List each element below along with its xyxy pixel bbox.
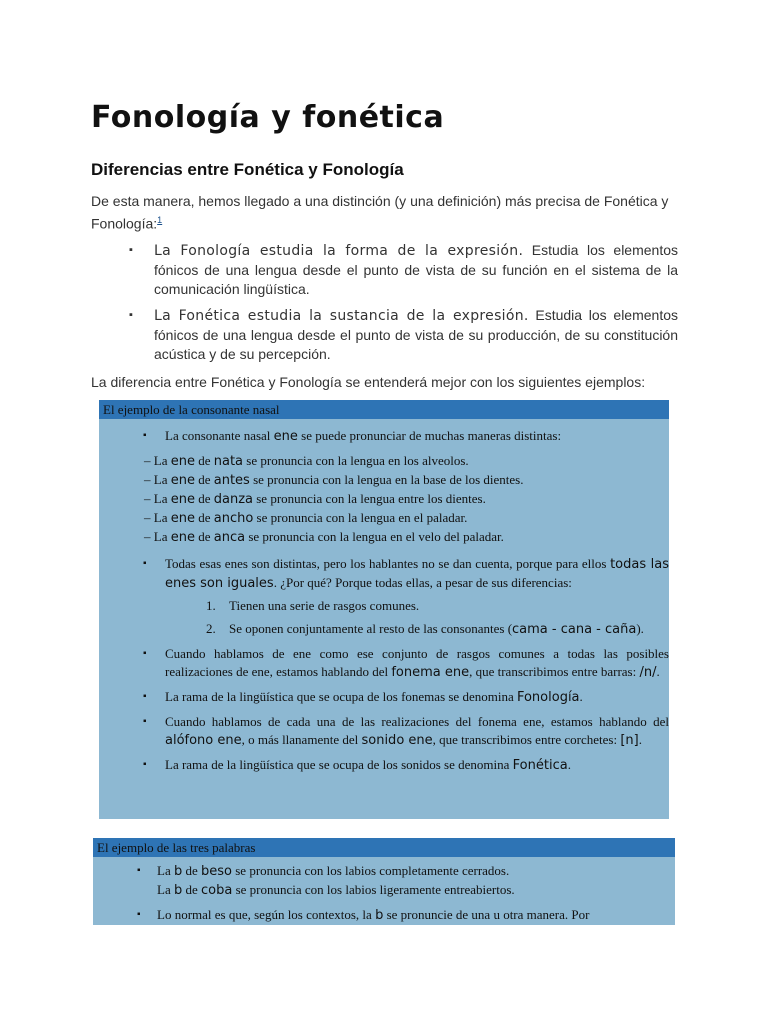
text-run: – La	[144, 491, 171, 506]
example-word: sonido ene	[361, 733, 433, 748]
list-item	[91, 241, 678, 299]
text-run: Se oponen conjuntamente al resto de las consonantes (	[229, 621, 513, 636]
example-word: ene	[273, 429, 298, 444]
text-run: de	[194, 491, 214, 506]
text-run: – La	[144, 510, 171, 525]
definition-lead: La Fonología estudia la forma de la expresión.	[154, 243, 524, 259]
text-run: Cuando hablamos de cada una de las realizaciones del fonema ene, estamos hablando del	[165, 714, 669, 729]
example-word: coba	[201, 883, 233, 898]
text-run: .	[567, 757, 571, 772]
text-run: , que transcribimos entre barras:	[469, 664, 640, 679]
example-word: ene	[170, 492, 195, 507]
text-run: se pronuncia con la lengua en el paladar.	[253, 510, 468, 525]
list-item	[99, 620, 669, 639]
three-words-example-box	[93, 838, 675, 925]
list-item	[93, 906, 675, 925]
box-list	[99, 645, 669, 775]
example-word: [n]	[620, 733, 639, 748]
text-run: de	[194, 453, 214, 468]
text-run: se pronuncia con la lengua en la base de los dientes.	[249, 472, 524, 487]
example-word: ancho	[213, 511, 254, 526]
text-run: , o más llanamente del	[241, 732, 362, 747]
list-item	[99, 509, 669, 528]
list-item	[99, 597, 669, 615]
example-word: /n/	[639, 665, 657, 680]
text-run: se pronuncia con la lengua en los alveolos.	[243, 453, 469, 468]
example-word: todas las enes son iguales	[165, 557, 669, 591]
definition-rest: Estudia los elementos fónicos de una lengua desde el punto de vista de su producción, de su constitución acústica y de su percepción.	[154, 307, 678, 362]
box-heading: El ejemplo de las tres palabras	[93, 838, 675, 857]
intro-text: De esta manera, hemos llegado a una distinción (y una definición) más precisa de Fonética y Fonología:	[91, 193, 669, 232]
list-item	[91, 306, 678, 364]
section-heading: Diferencias entre Fonética y Fonología	[91, 160, 404, 179]
text-run: La rama de la lingüística que se ocupa de los fonemas se denomina	[165, 689, 517, 704]
example-word: ene	[170, 454, 195, 469]
numbered-list	[99, 597, 669, 639]
example-word: nata	[213, 454, 244, 469]
text-run: .	[638, 732, 642, 747]
box-list	[93, 862, 675, 925]
example-word: b	[173, 883, 183, 898]
item-number: 1.	[206, 598, 216, 613]
list-item	[99, 555, 669, 593]
text-run: se puede pronunciar de muchas maneras distintas:	[297, 428, 562, 443]
list-item	[99, 471, 669, 490]
example-word: danza	[213, 492, 253, 507]
text-run: La rama de la lingüística que se ocupa de los sonidos se denomina	[165, 757, 513, 772]
example-word: ene	[170, 511, 195, 526]
dash-list	[99, 452, 669, 547]
example-word: Fonética	[512, 758, 568, 773]
footnote-link[interactable]: 1	[157, 215, 163, 225]
example-word: Fonología	[516, 690, 580, 705]
example-word: fonema ene	[391, 665, 470, 680]
box-list	[99, 555, 669, 593]
nasal-example-box	[99, 400, 669, 819]
text-run: La	[157, 863, 174, 878]
example-word: ene	[170, 473, 195, 488]
definition-rest: Estudia los elementos fónicos de una lengua desde el punto de vista de su función en el sistema de la comunicación lingüística.	[154, 242, 679, 297]
text-run: Todas esas enes son distintas, pero los hablantes no se dan cuenta, porque para ellos	[165, 556, 611, 571]
list-item	[99, 645, 669, 682]
list-item	[99, 427, 661, 446]
list-item	[99, 528, 669, 547]
example-word: beso	[201, 864, 232, 879]
text-run: se pronuncia con la lengua en el velo del paladar.	[245, 529, 504, 544]
text-run: ).	[636, 621, 644, 636]
text-run: de	[194, 529, 214, 544]
text-run: Cuando hablamos de ene como ese conjunto de rasgos comunes a todas las posibles realizaciones de ene, estamos hablando del	[165, 646, 669, 679]
text-run: Tienen una serie de rasgos comunes.	[229, 598, 420, 613]
text-run: .	[579, 689, 583, 704]
example-word: b	[375, 908, 384, 923]
list-item	[99, 490, 669, 509]
example-word: ene	[170, 530, 195, 545]
text-run: se pronuncia con la lengua entre los dientes.	[253, 491, 486, 506]
intro-paragraph	[91, 192, 678, 234]
text-run: de	[182, 882, 202, 897]
list-item	[93, 862, 675, 900]
list-item	[99, 756, 669, 775]
list-item	[99, 688, 669, 707]
example-word: alófono ene	[165, 733, 242, 748]
page-title: Fonología y fonética	[91, 100, 445, 135]
text-run: se pronuncia con los labios completamente cerrados.	[232, 863, 510, 878]
text-run: , que transcribimos entre corchetes:	[432, 732, 621, 747]
list-item	[99, 452, 669, 471]
example-word: anca	[213, 530, 246, 545]
text-run: de	[182, 863, 202, 878]
transition-paragraph: La diferencia entre Fonética y Fonología se entenderá mejor con los siguientes ejemplos:	[91, 374, 646, 390]
list-item	[99, 713, 669, 750]
definitions-list	[91, 241, 678, 371]
text-run: se pronuncie de una u otra manera. Por	[383, 907, 590, 922]
text-run: La	[157, 882, 174, 897]
definition-lead: La Fonética estudia la sustancia de la expresión.	[154, 308, 529, 324]
text-line	[157, 881, 675, 900]
box-heading: El ejemplo de la consonante nasal	[99, 400, 669, 419]
text-run: La consonante nasal	[165, 428, 274, 443]
box-list	[99, 427, 669, 446]
text-run: – La	[144, 472, 171, 487]
text-run: se pronuncia con los labios ligeramente entreabiertos.	[232, 882, 515, 897]
text-run: – La	[144, 529, 171, 544]
text-run: de	[194, 510, 214, 525]
item-number: 2.	[206, 621, 216, 636]
text-run: de	[194, 472, 214, 487]
text-run: – La	[144, 453, 171, 468]
text-run: .	[656, 664, 660, 679]
text-run: Lo normal es que, según los contextos, la	[157, 907, 376, 922]
text-line	[157, 862, 675, 881]
example-word: antes	[213, 473, 250, 488]
example-word: b	[173, 864, 183, 879]
text-run: . ¿Por qué? Porque todas ellas, a pesar de sus diferencias:	[273, 575, 572, 590]
example-word: cama - cana - caña	[512, 622, 637, 637]
